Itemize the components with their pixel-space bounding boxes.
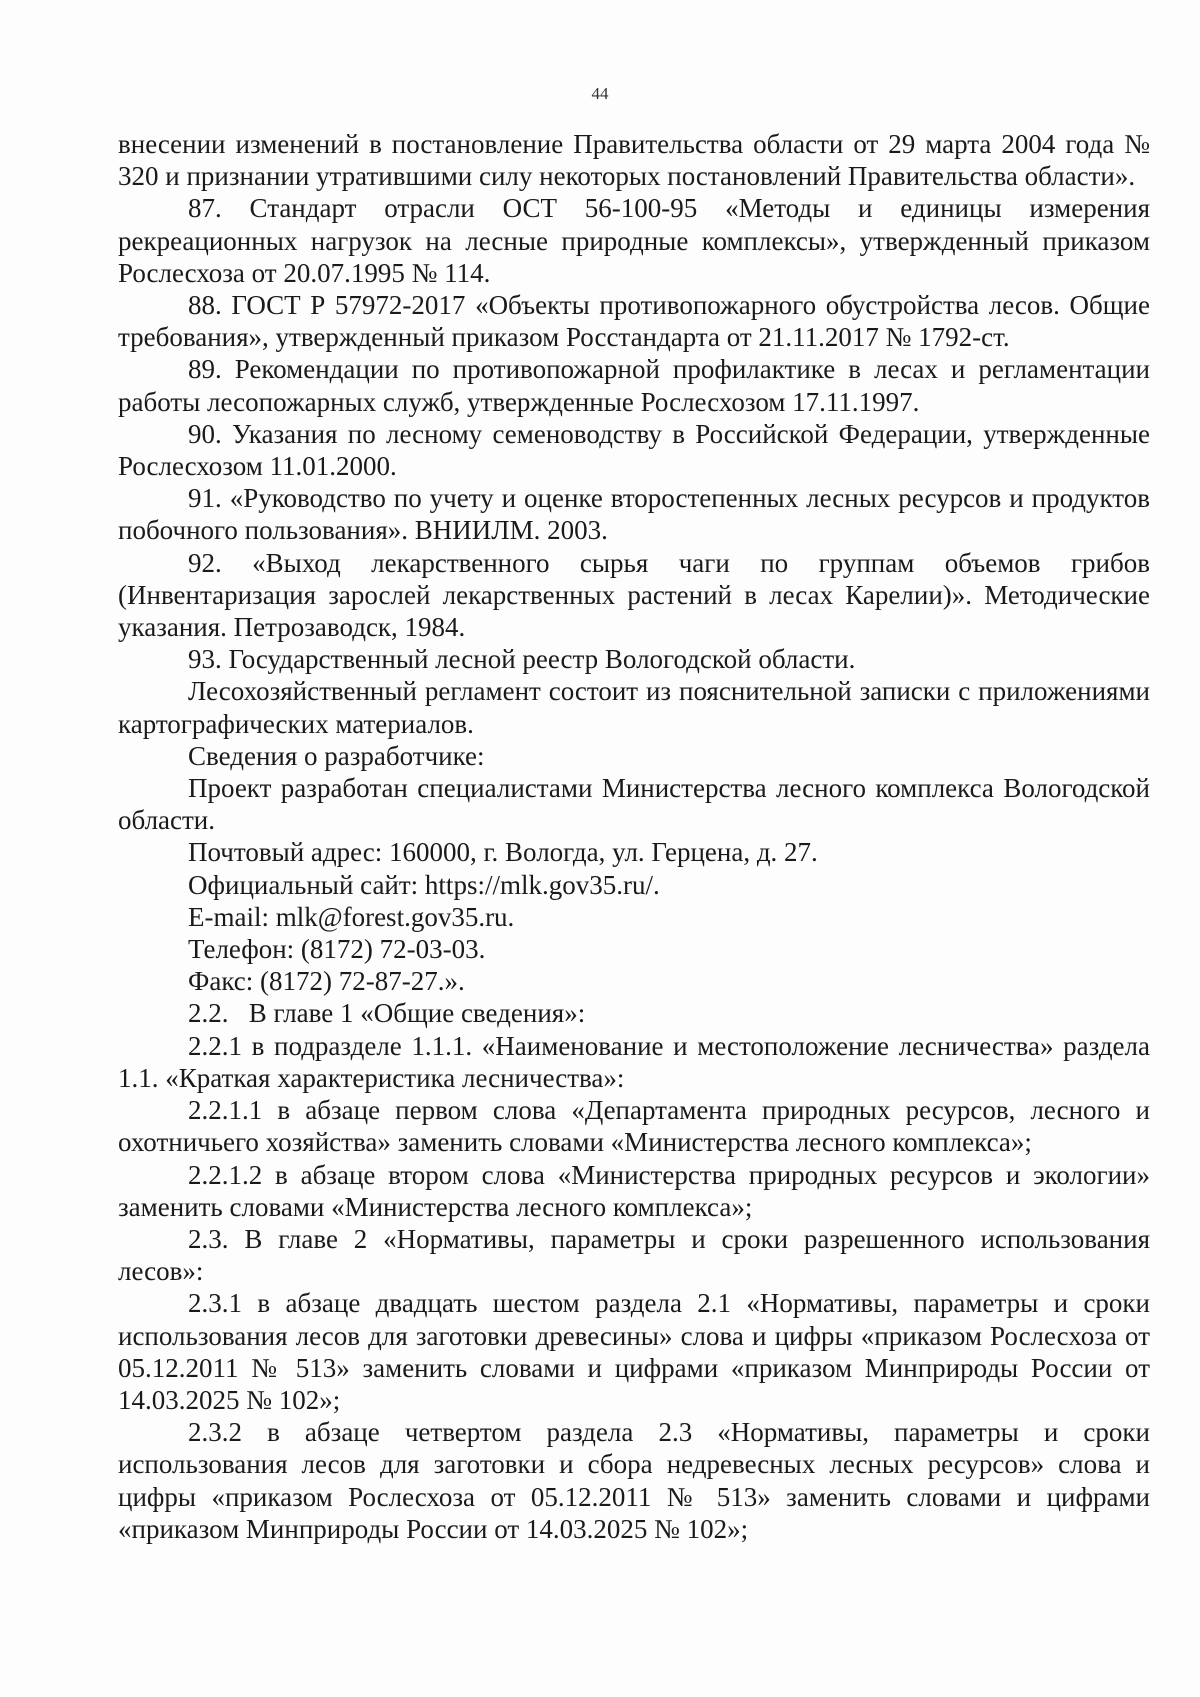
document-body — [118, 128, 1150, 1545]
list-item-88: 88. ГОСТ Р 57972-2017 «Объекты противопожарного обустройства лесов. Общие требования», утвержденный приказом Росстандарта от 21.11.2017 № 1792-ст. — [118, 290, 1150, 353]
list-item-92: 92. «Выход лекарственного сырья чаги по группам объемов грибов (Инвентаризация зарослей лекарственных растений в лесах Карелии)». Методические указания. Петрозаводск, 1984. — [118, 547, 1150, 643]
list-item-89: 89. Рекомендации по противопожарной профилактике в лесах и регламентации работы лесопожарных служб, утвержденные Рослесхозом 17.11.1997. — [118, 354, 1150, 417]
postal-address: Почтовый адрес: 160000, г. Вологда, ул. Герцена, д. 27. — [188, 837, 818, 868]
section-2-3-1: 2.3.1 в абзаце двадцать шестом раздела 2.1 «Нормативы, параметры и сроки использования лесов для заготовки древесины» слова и цифры «приказом Рослесхоза от 05.12.2011 № 513» заменить словами и цифрами «приказом Минприроды России от 14.03.2025 № 102»; — [118, 1288, 1150, 1415]
paragraph-continuation: внесении изменений в постановление Правительства области от 29 марта 2004 года № 320 и признании утратившими силу некоторых постановлений Правительства области». — [118, 129, 1150, 192]
section-2-2-1-2: 2.2.1.2 в абзаце втором слова «Министерства природных ресурсов и экологии» заменить словами «Министерства лесного комплекса»; — [118, 1159, 1150, 1222]
page-number: 44 — [591, 84, 609, 103]
list-item-91: 91. «Руководство по учету и оценке второстепенных лесных ресурсов и продуктов побочного пользования». ВНИИЛМ. 2003. — [118, 483, 1150, 546]
section-2-2-1-1: 2.2.1.1 в абзаце первом слова «Департамента природных ресурсов, лесного и охотничьего хозяйства» заменить словами «Министерства лесного комплекса»; — [118, 1095, 1150, 1158]
list-item-93: 93. Государственный лесной реестр Вологодской области. — [188, 644, 856, 675]
section-2-3: 2.3. В главе 2 «Нормативы, параметры и сроки разрешенного использования лесов»: — [118, 1223, 1150, 1287]
list-item-87: 87. Стандарт отрасли ОСТ 56-100-95 «Методы и единицы измерения рекреационных нагрузок на лесные природные комплексы», утвержденный приказом Рослесхоза от 20.07.1995 № 114. — [118, 193, 1150, 288]
section-2-2-1: 2.2.1 в подразделе 1.1.1. «Наименование и местоположение лесничества» раздела 1.1. «Краткая характеристика лесничества»: — [118, 1030, 1150, 1093]
section-2-2: 2.2. В главе 1 «Общие сведения»: — [188, 998, 586, 1029]
section-2-3-2: 2.3.2 в абзаце четвертом раздела 2.3 «Нормативы, параметры и сроки использования лесов для заготовки и сбора недревесных лесных ресурсов» слова и цифры «приказом Рослесхоза от 05.12.2011 № 513» заменить словами и цифрами «приказом Минприроды России от 14.03.2025 № 102»; — [118, 1417, 1150, 1544]
developer-info-paragraph: Проект разработан специалистами Министерства лесного комплекса Вологодской области. — [118, 773, 1150, 836]
email-address: E-mail: mlk@forest.gov35.ru. — [188, 901, 515, 932]
official-website: Официальный сайт: https://mlk.gov35.ru/. — [188, 869, 660, 900]
list-item-90: 90. Указания по лесному семеноводству в Российской Федерации, утвержденные Рослесхозом 11.01.2000. — [118, 418, 1150, 482]
developer-info-heading: Сведения о разработчике: — [188, 740, 485, 771]
regulation-structure-paragraph: Лесохозяйственный регламент состоит из пояснительной записки с приложениями картографических материалов. — [118, 676, 1150, 739]
phone-number: Телефон: (8172) 72-03-03. — [188, 934, 486, 965]
fax-number: Факс: (8172) 72-87-27.». — [188, 966, 465, 997]
